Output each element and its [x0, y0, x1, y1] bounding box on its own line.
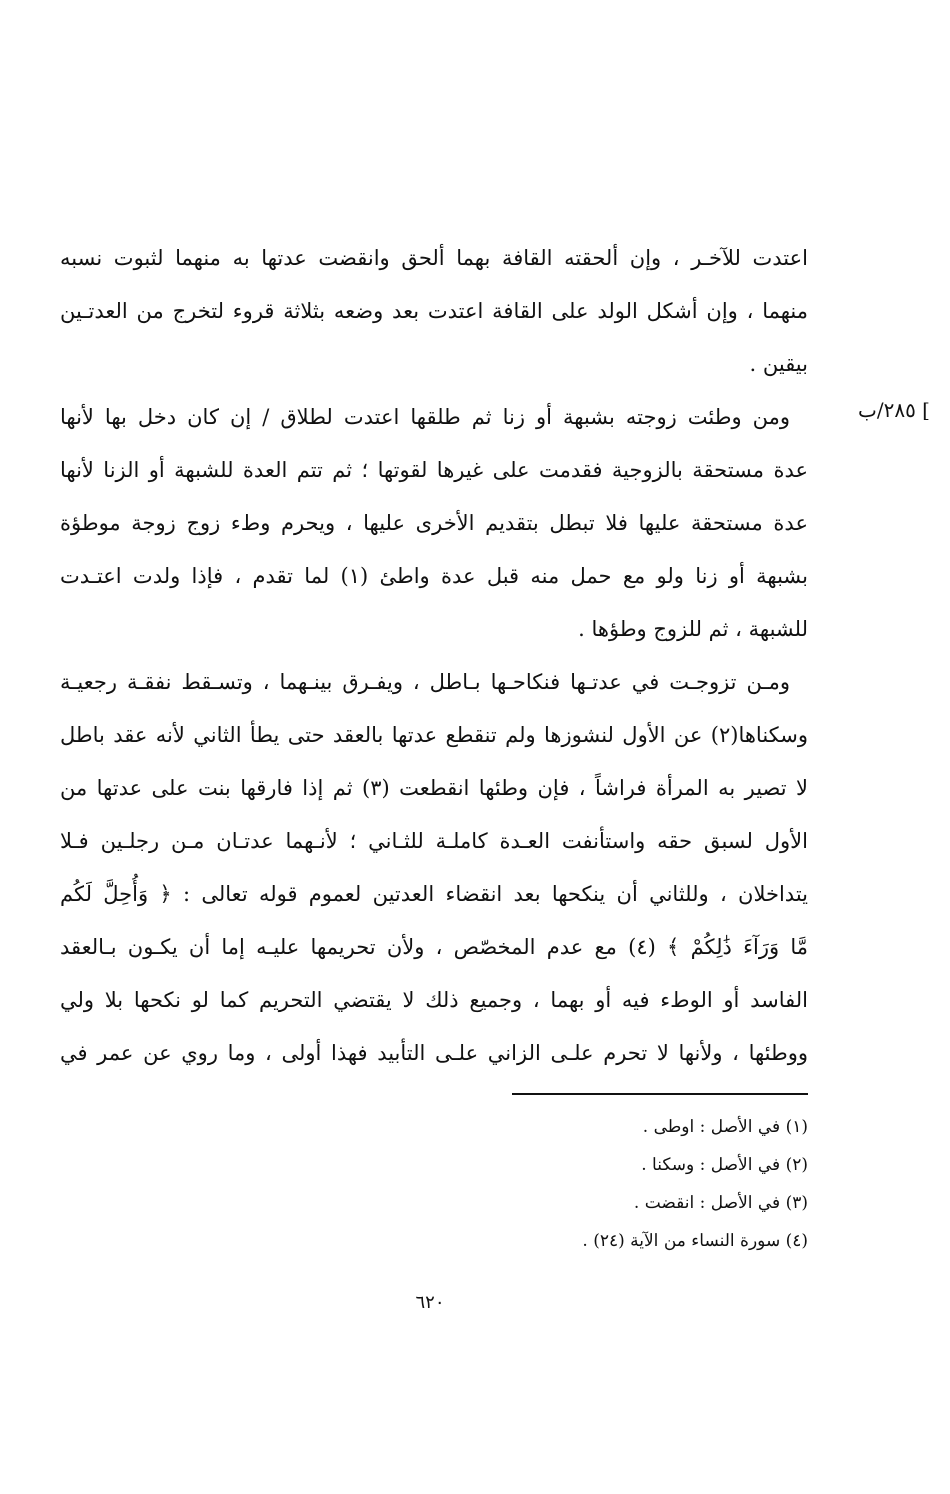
text-line: بيقين .: [749, 352, 808, 376]
text-line: مَّا وَرَآءَ ذَٰلِكُمْ ﴾ (٤) مع عدم المخصّص ، ولأن تحريمها عليـه إما أن يكـون بـالعقد: [60, 935, 808, 959]
text-line: ومن وطئت زوجته بشبهة أو زنا ثم طلقها اعتدت لطلاق / إن كان دخل بها لأنها: [60, 405, 790, 429]
page-number: ٦٢٠: [415, 1292, 445, 1313]
footnote-item: (١) في الأصل : اوطى .: [642, 1117, 808, 1137]
text-line: ومـن تزوجـت في عدتـها فنكاحـها بـاطل ، ويفـرق بينـهما ، وتسـقط نفقـة رجعيـة: [60, 670, 790, 694]
footnote-item: (٢) في الأصل : وسكنا .: [641, 1155, 808, 1175]
text-line: عدة مستحقة عليها فلا تبطل بتقديم الأخرى عليها ، ويحرم وطء زوج زوجة موطؤة: [60, 511, 808, 535]
text-line: بشبهة أو زنا ولو مع حمل منه قبل عدة واطئ (١) لما تقدم ، فإذا ولدت اعتـدت: [60, 564, 808, 588]
text-line: الأول لسبق حقه واستأنفت العـدة كاملـة للثـاني ؛ لأنـهما عدتـان مـن رجلـين فـلا: [60, 829, 808, 853]
margin-folio-note: ] ٢٨٥/ب: [858, 398, 930, 422]
text-line: الفاسد أو الوطء فيه أو بهما ، وجميع ذلك لا يقتضي التحريم كما لو نكحها بلا ولي: [60, 988, 808, 1012]
text-line: ووطئها ، ولأنها لا تحرم علـى الزاني علـى التأبيد فهذا أولى ، وما روي عن عمر في: [60, 1041, 808, 1065]
footnotes-block: [300, 1108, 808, 1260]
text-line: يتداخلان ، وللثاني أن ينكحها بعد انقضاء العدتين لعموم قوله تعالى : ﴿ وَأُحِلَّ لَكُم: [60, 882, 808, 906]
text-line: للشبهة ، ثم للزوج وطؤها .: [578, 617, 808, 641]
text-line: عدة مستحقة بالزوجية فقدمت على غيرها لقوتها ؛ ثم تتم العدة للشبهة أو الزنا لأنها: [60, 458, 808, 482]
text-line: لا تصير به المرأة فراشاً ، فإن وطئها انقطعت (٣) ثم إذا فارقها بنت على عدتها من: [60, 776, 808, 800]
main-text-block: [60, 232, 808, 1080]
text-line: اعتدت للآخـر ، وإن ألحقته القافة بهما ألحق وانقضت عدتها به منهما لثبوت نسبه: [60, 246, 808, 270]
footnote-item: (٤) سورة النساء من الآية (٢٤) .: [582, 1231, 808, 1251]
footnote-item: (٣) في الأصل : انقضت .: [633, 1193, 808, 1213]
text-line: وسكناها(٢) عن الأول لنشوزها ولم تنقطع عدتها بالعقد حتى يطأ الثاني لأنه عقد باطل: [60, 723, 808, 747]
text-line: منهما ، وإن أشكل الولد على القافة اعتدت بعد وضعه بثلاثة قروء لتخرج من العدتـين: [60, 299, 808, 323]
footnote-separator: [512, 1093, 808, 1095]
